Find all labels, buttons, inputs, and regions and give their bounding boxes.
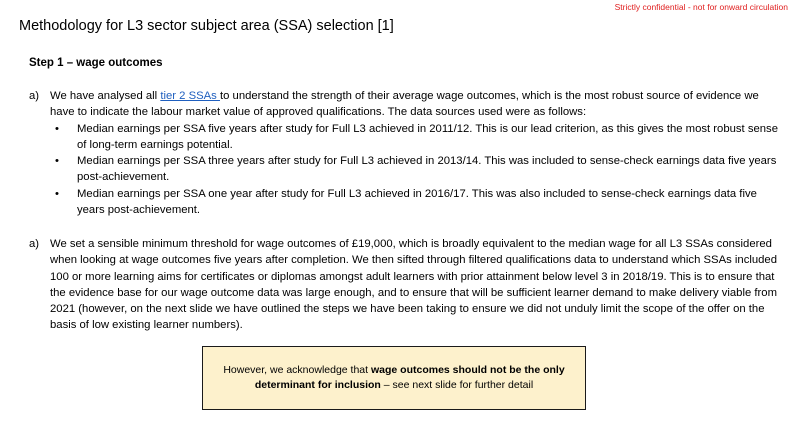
bullet-icon: •	[55, 155, 59, 168]
paragraph-marker: a)	[29, 238, 40, 250]
callout-text-outro: – see next slide for further detail	[380, 379, 534, 391]
step-heading: Step 1 – wage outcomes	[29, 57, 163, 69]
callout-emphasis: wage outcomes should not be the only determinant for inclusion	[254, 364, 565, 391]
paragraph-marker: a)	[29, 90, 40, 102]
callout-box	[202, 346, 586, 410]
confidentiality-notice: Strictly confidential - not for onward circulation	[614, 2, 788, 12]
list-item	[50, 153, 780, 186]
bullet-icon: •	[55, 122, 59, 135]
bullet-icon: •	[55, 187, 59, 200]
tier-2-ssas-link[interactable]: tier 2 SSAs	[160, 90, 220, 102]
callout-text	[217, 363, 571, 393]
callout-text-intro: However, we acknowledge that	[223, 364, 371, 376]
data-sources-list	[50, 121, 780, 219]
list-item-text: Median earnings per SSA five years after study for Full L3 achieved in 2011/12. This is our lead criterion, as this gives the most robust sense of long-term earnings potential.	[77, 122, 778, 151]
list-item-text: Median earnings per SSA three years after study for Full L3 achieved in 2013/14. This was included to sense-check earnings data five years post-achievement.	[77, 155, 777, 184]
list-item	[50, 121, 780, 154]
paragraph-text-intro: We have analysed all	[50, 90, 161, 102]
paragraph-body	[50, 88, 780, 218]
list-item-text: Median earnings per SSA one year after study for Full L3 achieved in 2016/17. This was also included to sense-check earnings data five years post-achievement.	[77, 187, 757, 217]
paragraph-text-rest: to understand the strength of their average wage outcomes, which is the most robust source of evidence we have to indicate the labour market value of approved qualifications. The data sources used were as follows:	[50, 90, 759, 119]
slide-title: Methodology for L3 sector subject area (SSA) selection [1]	[19, 18, 394, 34]
list-item	[50, 186, 780, 219]
paragraph-body: We set a sensible minimum threshold for wage outcomes of £19,000, which is broadly equivalent to the median wage for all L3 SSAs considered when looking at wage outcomes five years after completion. We then sifted through filtered qualifications data to understand which SSAs included 100 or more learning aims for certificates or diplomas amongst adult learners with prior attainment below level 3 in 2018/19. This is to ensure that the evidence base for our wage outcome data was large enough, and to ensure that will be sufficient learner demand to make delivery viable from 2021 (however, on the next slide we have outlined the steps we have been taking to ensure we did not unduly limit the scope of the offer on the basis of low existing learner numbers).	[50, 238, 777, 332]
